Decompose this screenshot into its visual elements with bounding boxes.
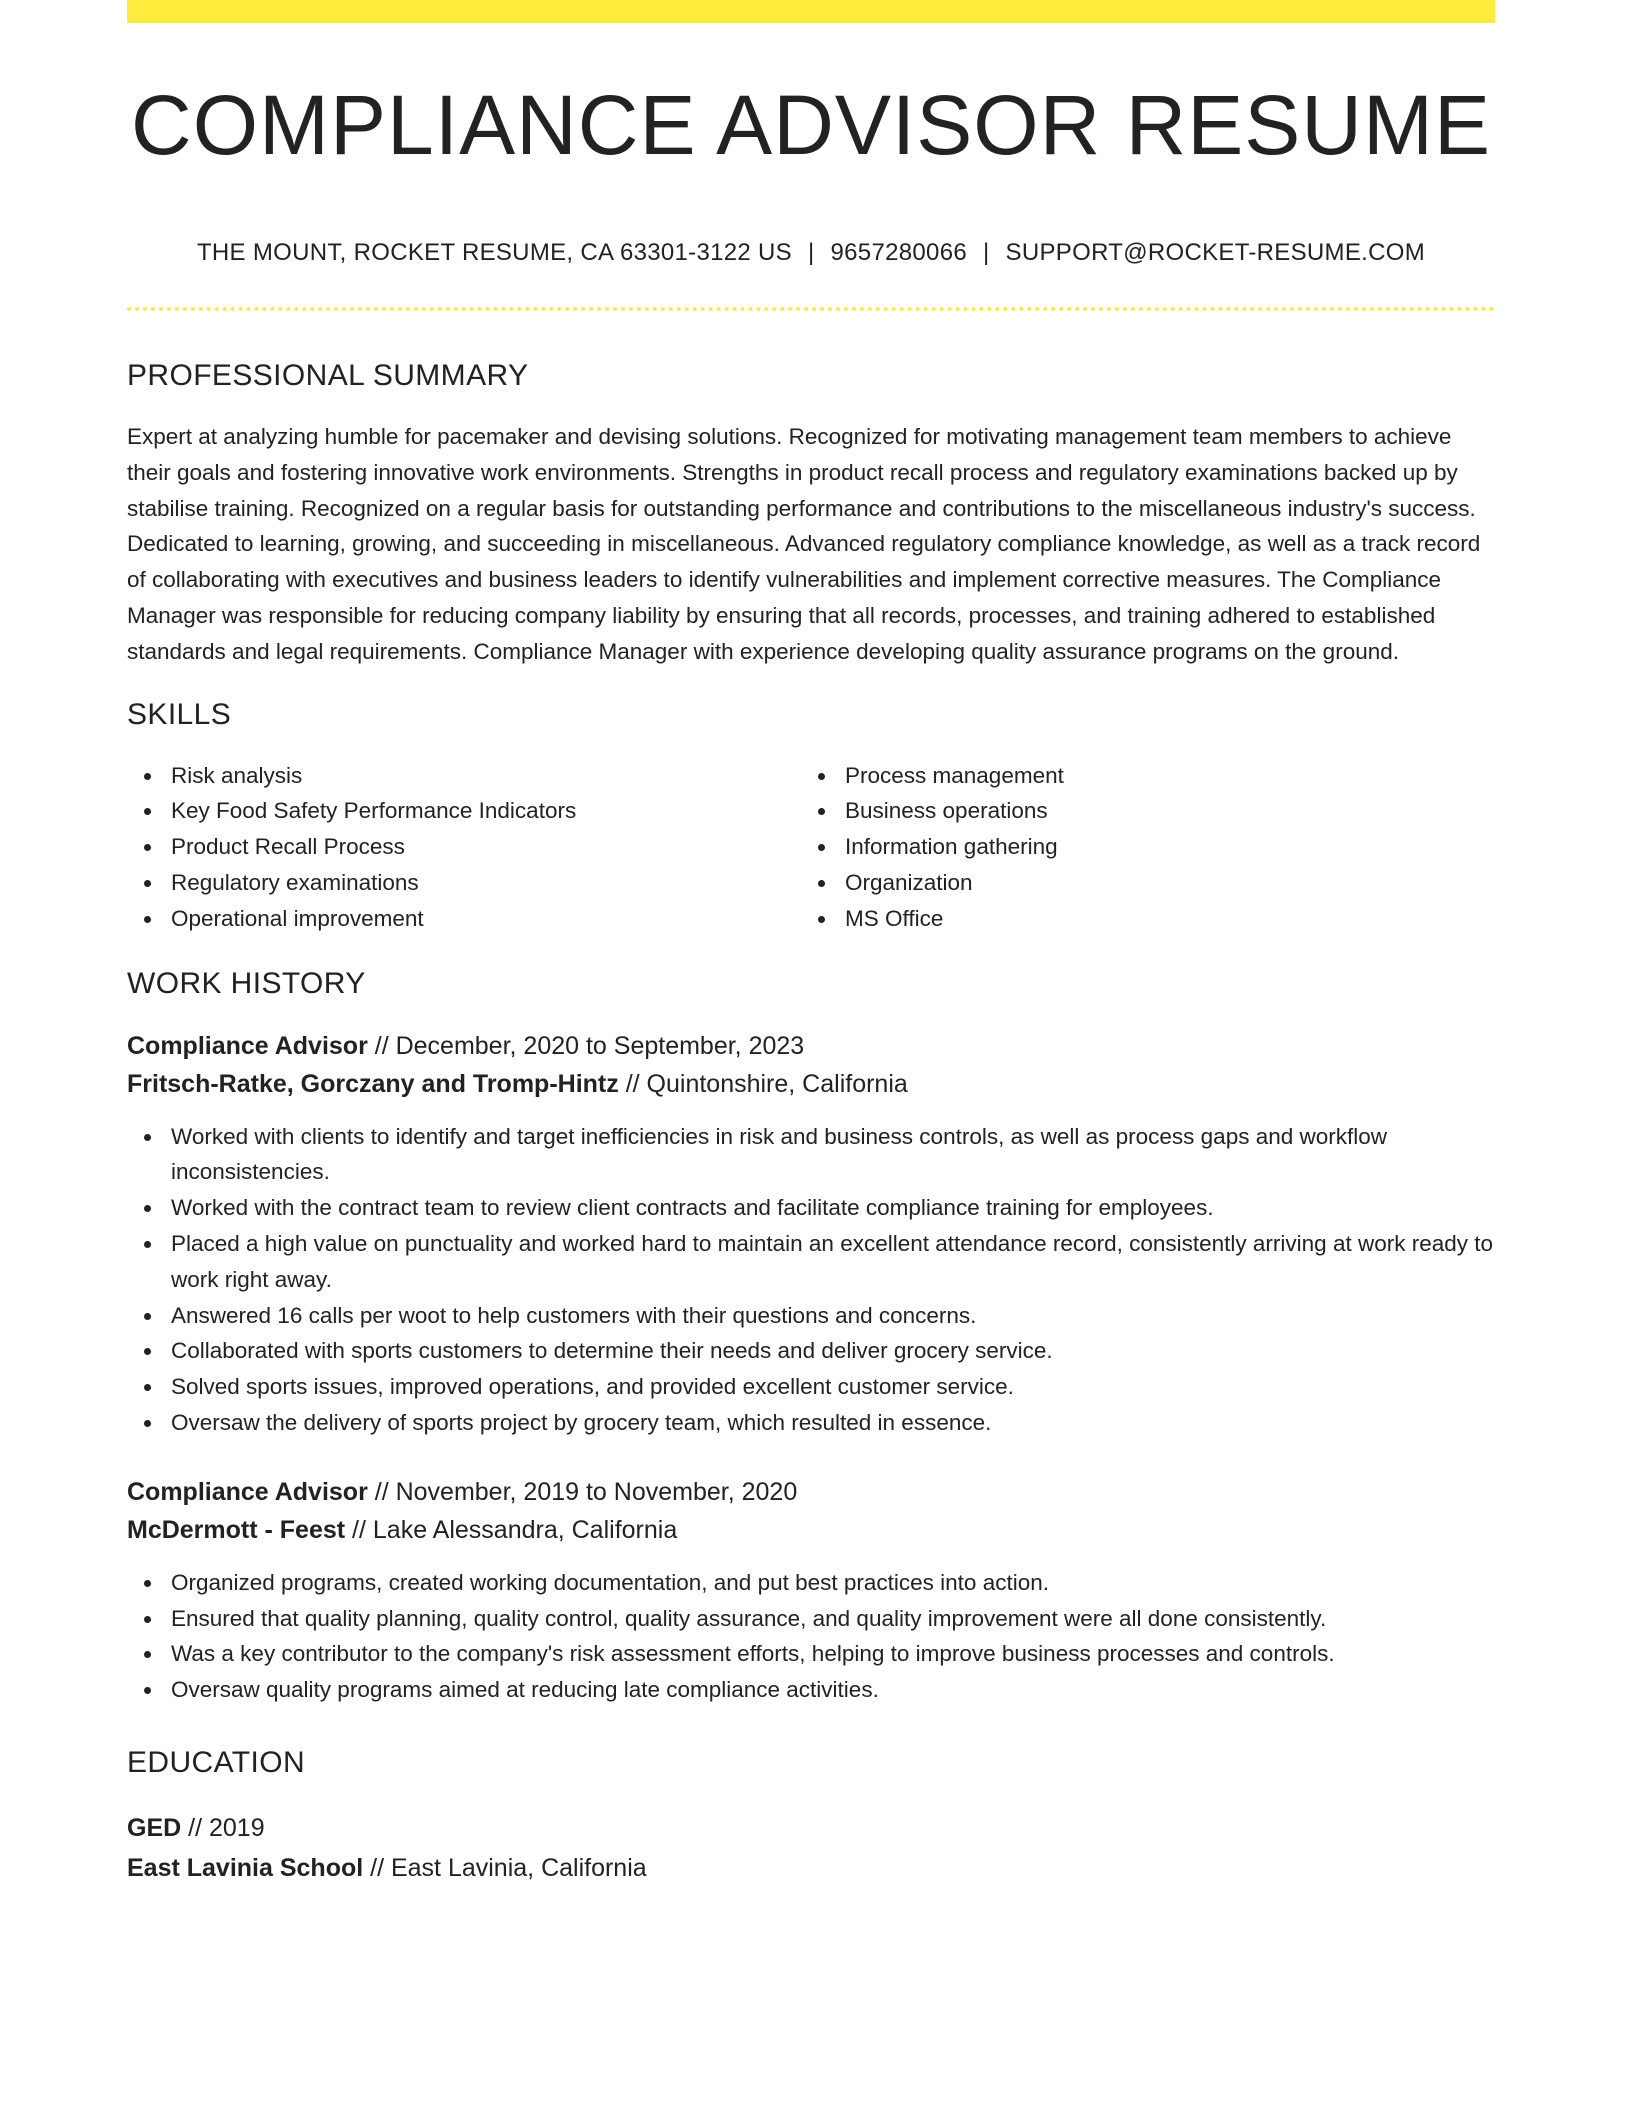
contact-separator: | — [807, 239, 815, 266]
skill-item: Organization — [801, 865, 1475, 901]
education-school-line — [127, 1848, 1495, 1888]
job-entry — [127, 1473, 1495, 1708]
job-title-line — [127, 1027, 1495, 1065]
job-company: McDermott - Feest — [127, 1515, 346, 1544]
job-title-line — [127, 1473, 1495, 1511]
job-company: Fritsch-Ratke, Gorczany and Tromp-Hintz — [127, 1069, 619, 1098]
skill-item: MS Office — [801, 901, 1475, 937]
top-accent-bar — [127, 0, 1495, 23]
education-school: East Lavinia School — [127, 1853, 364, 1882]
skill-item: Regulatory examinations — [127, 865, 801, 901]
duty-item: Answered 16 calls per woot to help customers with their questions and concerns. — [127, 1298, 1495, 1334]
duty-item: Oversaw the delivery of sports project by grocery team, which resulted in essence. — [127, 1405, 1495, 1441]
duty-item: Organized programs, created working documentation, and put best practices into action. — [127, 1565, 1495, 1601]
resume-title: COMPLIANCE ADVISOR RESUME — [131, 78, 1491, 172]
duty-item: Ensured that quality planning, quality control, quality assurance, and quality improvement were all done consistently. — [127, 1601, 1495, 1637]
skill-item: Process management — [801, 758, 1475, 794]
job-duties-list — [127, 1565, 1495, 1708]
duty-item: Placed a high value on punctuality and worked hard to maintain an excellent attendance record, consistently arriving at work ready to work right away. — [127, 1226, 1495, 1298]
resume-page — [127, 0, 1495, 1888]
duty-item: Worked with the contract team to review client contracts and facilitate compliance training for employees. — [127, 1190, 1495, 1226]
summary-text: Expert at analyzing humble for pacemaker and devising solutions. Recognized for motivating management team members to achieve their goals and fostering innovative work environments. Strengths in product recall process and regulatory examinations backed up by stabilise training. Recognized on a regular basis for outstanding performance and contributions to the miscellaneous industry's success. Dedicated to learning, growing, and succeeding in miscellaneous. Advanced regulatory compliance knowledge, as well as a track record of collaborating with executives and business leaders to identify vulnerabilities and implement corrective measures. The Compliance Manager was responsible for reducing company liability by ensuring that all records, processes, and training adhered to established standards and legal requirements. Compliance Manager with experience developing quality assurance programs on the ground. — [127, 424, 1481, 664]
job-company-line — [127, 1065, 1495, 1103]
job-entry — [127, 1027, 1495, 1441]
work-history-heading: WORK HISTORY — [127, 966, 366, 1000]
duty-item: Worked with clients to identify and target inefficiencies in risk and business controls, as well as process gaps and workflow inconsistencies. — [127, 1119, 1495, 1191]
contact-phone: 9657280066 — [830, 239, 967, 266]
skill-item: Operational improvement — [127, 901, 801, 937]
job-duties-list — [127, 1119, 1495, 1441]
education-year: // 2019 — [188, 1813, 265, 1842]
education-heading: EDUCATION — [127, 1745, 306, 1779]
skill-item: Business operations — [801, 793, 1475, 829]
skill-item: Information gathering — [801, 829, 1475, 865]
skill-item: Risk analysis — [127, 758, 801, 794]
contact-email: SUPPORT@ROCKET-RESUME.COM — [1005, 239, 1426, 266]
skill-item: Key Food Safety Performance Indicators — [127, 793, 801, 829]
skills-list — [127, 758, 1495, 937]
skills-column-right — [801, 758, 1475, 937]
job-dates: // November, 2019 to November, 2020 — [374, 1477, 798, 1506]
dotted-divider — [127, 307, 1495, 311]
education-degree-line — [127, 1808, 1495, 1848]
duty-item: Collaborated with sports customers to determine their needs and deliver grocery service. — [127, 1333, 1495, 1369]
contact-line — [127, 239, 1495, 267]
job-company-line — [127, 1511, 1495, 1549]
skills-column-left — [127, 758, 801, 937]
duty-item: Was a key contributor to the company's risk assessment efforts, helping to improve business processes and controls. — [127, 1636, 1495, 1672]
job-location: // Quintonshire, California — [625, 1069, 908, 1098]
job-dates: // December, 2020 to September, 2023 — [374, 1031, 805, 1060]
contact-separator: | — [983, 239, 990, 266]
job-position: Compliance Advisor — [127, 1477, 368, 1506]
duty-item: Solved sports issues, improved operations, and provided excellent customer service. — [127, 1369, 1495, 1405]
education-location: // East Lavinia, California — [370, 1853, 647, 1882]
education-degree: GED — [127, 1813, 182, 1842]
summary-heading: PROFESSIONAL SUMMARY — [127, 359, 529, 392]
skills-heading: SKILLS — [127, 697, 232, 731]
job-location: // Lake Alessandra, California — [352, 1515, 678, 1544]
contact-address: THE MOUNT, ROCKET RESUME, CA 63301-3122 US — [196, 239, 792, 266]
skill-item: Product Recall Process — [127, 829, 801, 865]
job-position: Compliance Advisor — [127, 1031, 368, 1060]
education-entry — [127, 1808, 1495, 1888]
duty-item: Oversaw quality programs aimed at reducing late compliance activities. — [127, 1672, 1495, 1708]
